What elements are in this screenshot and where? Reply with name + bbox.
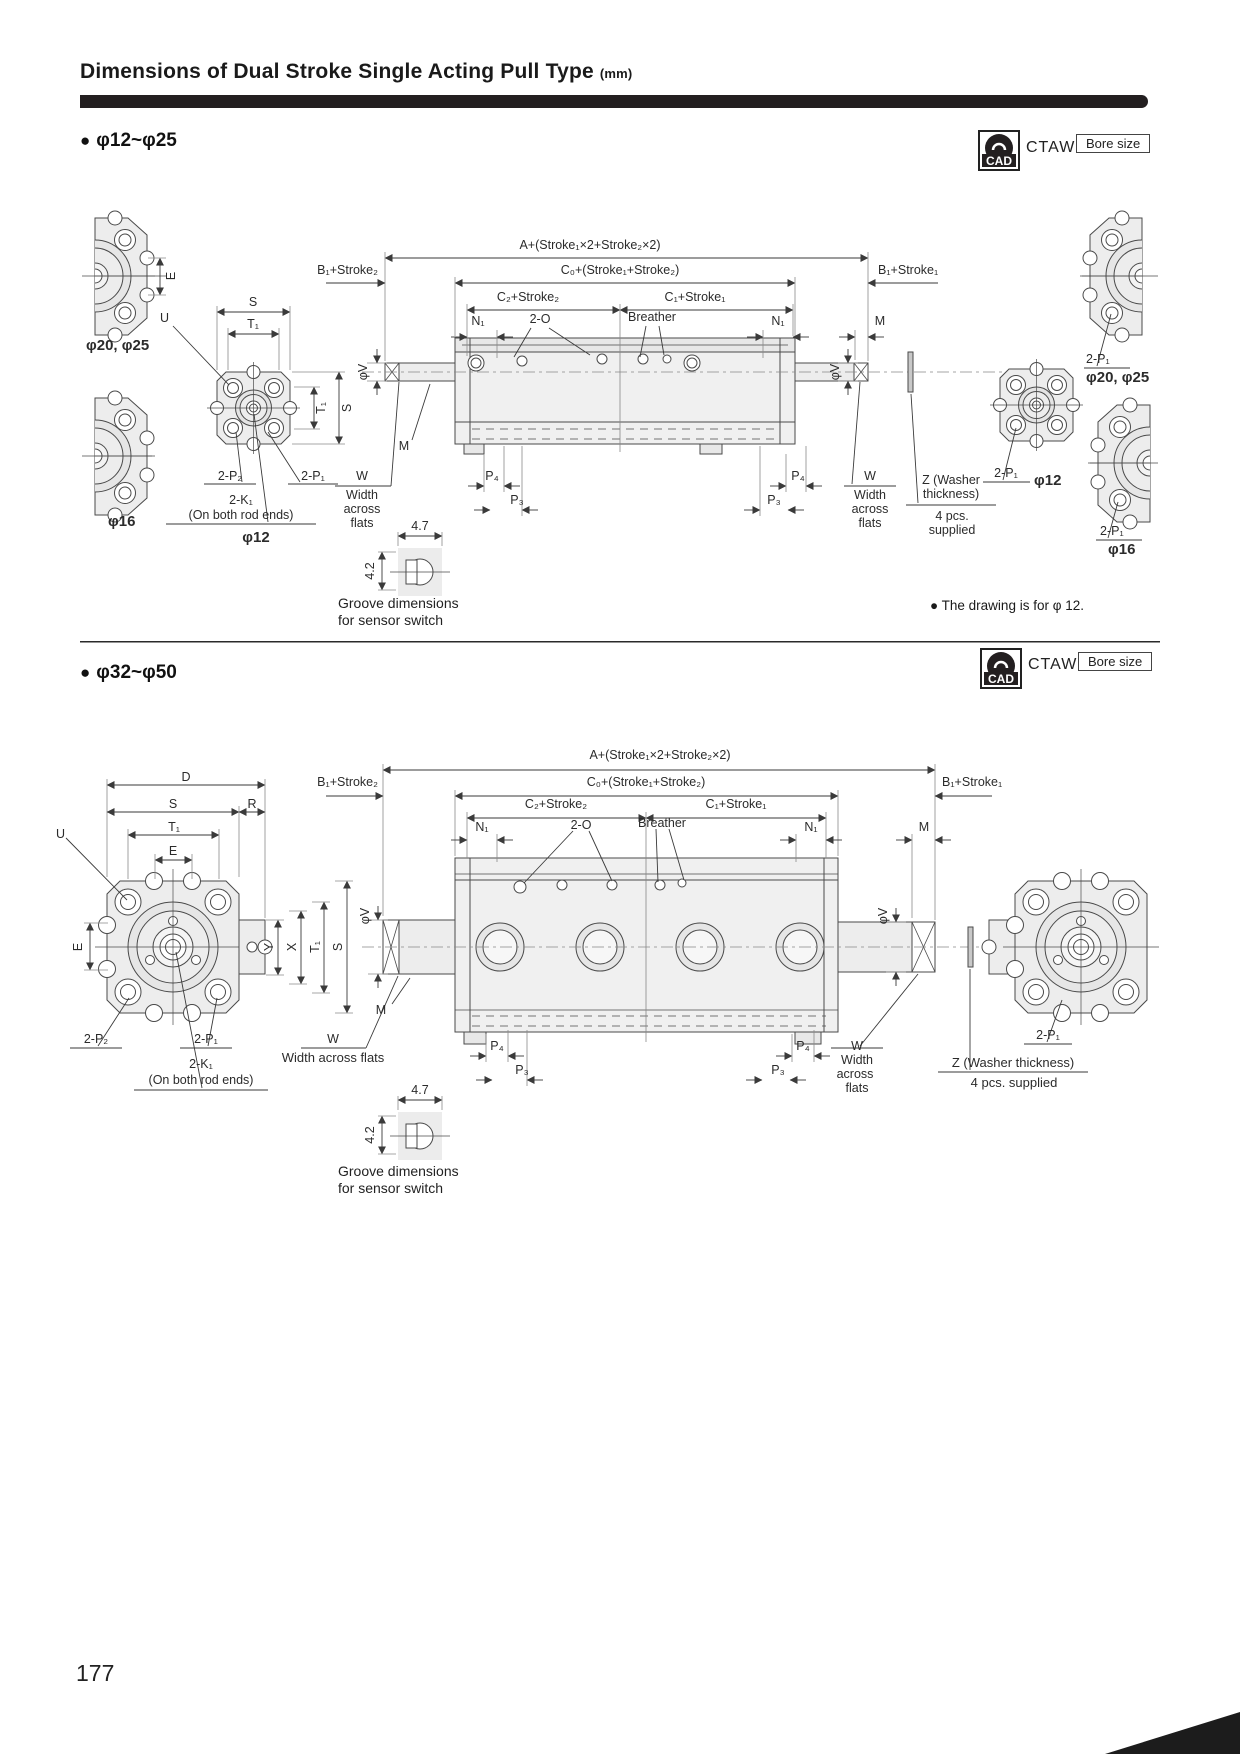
- width-across-flats-label: Width: [841, 1053, 873, 1067]
- dim-p3-label: P₃: [771, 1063, 785, 1077]
- section1-range: φ12~φ25: [96, 130, 177, 151]
- dim-s-label: S: [248, 295, 258, 309]
- cad-icon: [980, 132, 1018, 169]
- dim-c1-label: C₁+Stroke₁: [664, 290, 726, 304]
- width-across-flats-label: flats: [858, 516, 882, 530]
- washer-thickness-label: thickness): [922, 487, 980, 501]
- section1-header: [80, 130, 177, 152]
- groove-caption: for sensor switch: [338, 1180, 444, 1196]
- dim-c0-label: C₀+(Stroke₁+Stroke₂): [560, 263, 680, 277]
- rod-ends-note: (On both rod ends): [148, 1073, 254, 1087]
- width-across-flats-label: across: [343, 502, 381, 516]
- dim-t1-label: T₁: [168, 820, 180, 834]
- dim-e-label: E: [168, 844, 178, 858]
- dim-p4-label: P₄: [791, 469, 805, 483]
- dim-c0-label: C₀+(Stroke₁+Stroke₂): [586, 775, 706, 789]
- drawing-note: ● The drawing is for φ 12.: [930, 598, 1084, 613]
- dim-b1-stroke1-label: B₁+Stroke₁: [878, 263, 939, 277]
- width-across-flats-label: Width: [854, 488, 886, 502]
- svg-text:CAD: CAD: [988, 672, 1014, 686]
- washer-thickness-label: Z (Washer thickness): [951, 1055, 1075, 1070]
- dim-phiv-label: φV: [358, 907, 373, 925]
- bore-16-label: φ16: [108, 513, 136, 530]
- dim-m-label: M: [874, 314, 886, 328]
- dim-phiv-label: φV: [876, 907, 891, 925]
- dim-2o-label: 2-O: [570, 818, 592, 832]
- dim-x-label: X: [285, 942, 300, 952]
- groove-depth-value: 4.2: [363, 562, 378, 580]
- breather-label: Breather: [628, 310, 676, 324]
- dim-phiv-label: φV: [356, 363, 371, 381]
- dim-e-label: E: [164, 271, 179, 281]
- svg-text:CAD: CAD: [986, 154, 1012, 168]
- bullet-icon: ●: [80, 131, 91, 150]
- dim-b1-stroke1-label: B₁+Stroke₁: [942, 775, 1003, 789]
- dim-2p1-label: 2-P₁: [994, 466, 1018, 480]
- dim-p4-label: P₄: [490, 1039, 504, 1053]
- title-rule-bar: [80, 95, 1148, 108]
- dim-t1-label: T₁: [308, 941, 323, 953]
- dim-b1-stroke2-label: B₁+Stroke₂: [317, 775, 378, 789]
- dim-2p2-label: 2-P₂: [83, 1032, 109, 1046]
- dim-w-label: W: [356, 469, 368, 483]
- dim-n1-label: N₁: [475, 820, 489, 834]
- dim-r-label: R: [247, 797, 257, 811]
- dim-n1-label: N₁: [471, 314, 485, 328]
- width-across-flats-label: flats: [350, 516, 374, 530]
- dim-2p1-label: 2-P₁: [1036, 1028, 1060, 1042]
- dim-y-label: Y: [262, 942, 277, 952]
- unit-label: (mm): [599, 66, 633, 81]
- dim-t1-label: T₁: [314, 402, 329, 414]
- groove-width-value: 4.7: [411, 1083, 429, 1097]
- washer-qty-label: supplied: [928, 523, 976, 537]
- dim-b1-stroke2-label: B₁+Stroke₂: [317, 263, 378, 277]
- dim-p3-label: P₃: [767, 493, 781, 507]
- bore-16-label: φ16: [1108, 541, 1136, 558]
- dim-p4-label: P₄: [485, 469, 499, 483]
- dim-2o-label: 2-O: [529, 312, 551, 326]
- width-across-flats-label: Width across flats: [281, 1050, 385, 1065]
- dim-2p2-label: 2-P₂: [217, 469, 243, 483]
- dim-2p1-label: 2-P₁: [301, 469, 325, 483]
- cad-badge: [980, 648, 1022, 689]
- dim-p3-label: P₃: [515, 1063, 529, 1077]
- dim-u-label: U: [160, 311, 170, 325]
- dim-p3-label: P₃: [510, 493, 524, 507]
- dim-2p1-label: 2-P₁: [194, 1032, 218, 1046]
- dim-u-label: U: [56, 827, 66, 841]
- groove-caption: for sensor switch: [338, 612, 444, 628]
- dim-2k1-label: 2-K₁: [229, 493, 253, 507]
- bore-12-label: φ12: [242, 529, 270, 546]
- bore-20-25-label: φ20, φ25: [1086, 369, 1150, 386]
- dim-s-label: S: [340, 403, 355, 413]
- cad-badge: [978, 130, 1020, 171]
- section2-header: [80, 662, 177, 684]
- section2-range: φ32~φ50: [96, 662, 177, 683]
- model-code: CTAW: [1026, 139, 1076, 156]
- dim-total-length-label: A+(Stroke₁×2+Stroke₂×2): [589, 748, 731, 762]
- groove-depth-value: 4.2: [363, 1126, 378, 1144]
- dim-w-label: W: [327, 1032, 339, 1046]
- dim-n1-label: N₁: [804, 820, 818, 834]
- dim-w-label: W: [851, 1039, 863, 1053]
- page-number: 177: [76, 1660, 115, 1686]
- groove-caption: Groove dimensions: [338, 1163, 459, 1179]
- page-title: [80, 60, 632, 84]
- dim-d-label: D: [181, 770, 191, 784]
- groove-caption: Groove dimensions: [338, 595, 459, 611]
- dim-2p1-label: 2-P₁: [1100, 524, 1124, 538]
- bullet-icon: ●: [80, 663, 91, 682]
- page-title-text: Dimensions of Dual Stroke Single Acting Pull Type: [80, 60, 594, 83]
- cad-icon: [982, 650, 1020, 687]
- width-across-flats-label: across: [836, 1067, 874, 1081]
- dim-m-label: M: [398, 439, 410, 453]
- dim-n1-label: N₁: [771, 314, 785, 328]
- bore-size-box: Bore size: [1076, 134, 1150, 153]
- dim-s-label: S: [168, 797, 178, 811]
- bore-size-box: Bore size: [1078, 652, 1152, 671]
- dim-c2-label: C₂+Stroke₂: [524, 797, 588, 811]
- dim-2p1-label: 2-P₁: [1086, 352, 1110, 366]
- dim-total-length-label: A+(Stroke₁×2+Stroke₂×2): [519, 238, 661, 252]
- bore-12-label: φ12: [1034, 472, 1062, 489]
- dim-c1-label: C₁+Stroke₁: [705, 797, 767, 811]
- washer-qty-label: 4 pcs. supplied: [970, 1075, 1058, 1090]
- width-across-flats-label: across: [851, 502, 889, 516]
- dim-s-label: S: [331, 942, 346, 952]
- dim-c2-label: C₂+Stroke₂: [496, 290, 560, 304]
- dim-m-label: M: [375, 1003, 387, 1017]
- bore-20-25-label: φ20, φ25: [86, 337, 150, 354]
- dim-e-label: E: [71, 942, 86, 952]
- washer-thickness-label: Z (Washer: [922, 473, 980, 487]
- width-across-flats-label: Width: [346, 488, 378, 502]
- dim-p4-label: P₄: [796, 1039, 810, 1053]
- dim-t1-label: T₁: [247, 317, 259, 331]
- dim-2k1-label: 2-K₁: [189, 1057, 213, 1071]
- rod-ends-note: (On both rod ends): [188, 508, 294, 522]
- washer-qty-label: 4 pcs.: [935, 509, 969, 523]
- groove-width-value: 4.7: [411, 519, 429, 533]
- model-code: CTAW: [1028, 656, 1078, 673]
- breather-label: Breather: [638, 816, 686, 830]
- dim-m-label: M: [918, 820, 930, 834]
- dim-w-label: W: [864, 469, 876, 483]
- width-across-flats-label: flats: [845, 1081, 869, 1095]
- dim-phiv-label: φV: [828, 363, 843, 381]
